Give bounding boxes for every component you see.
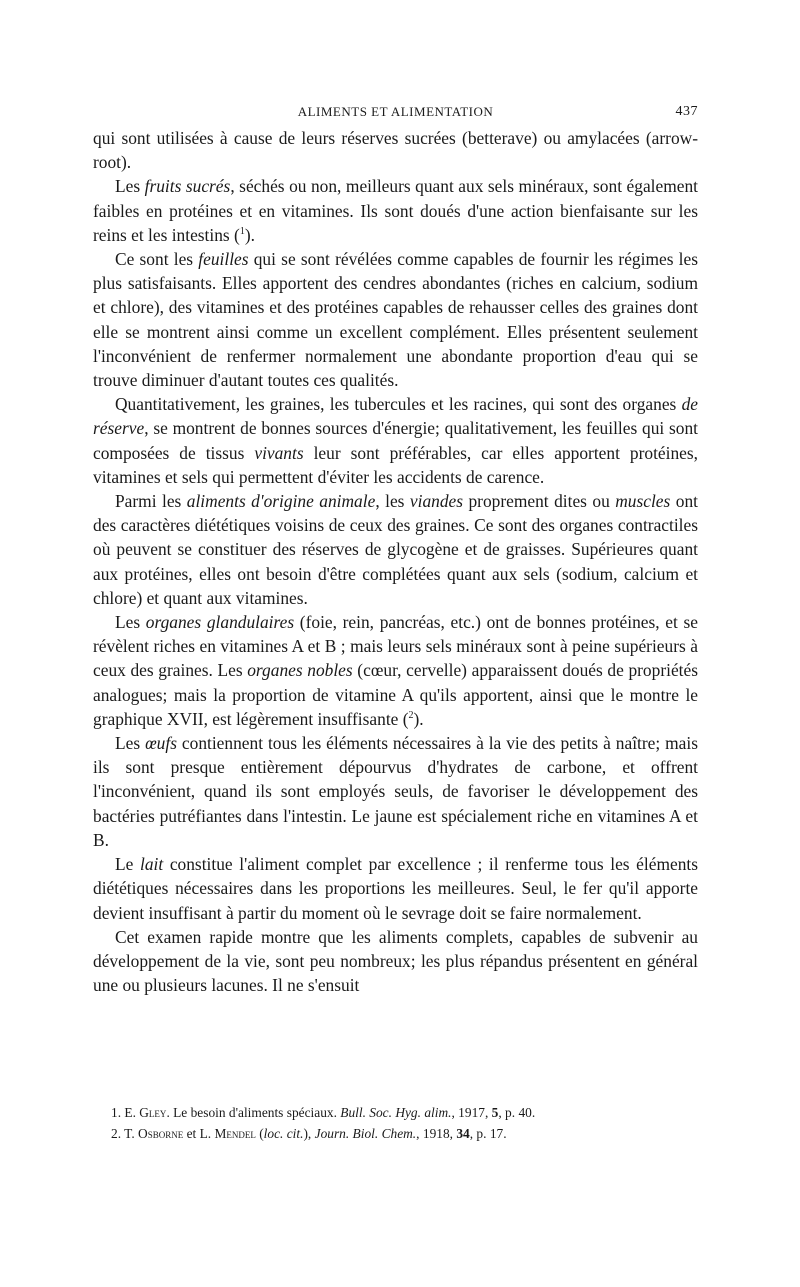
text-run: , 1918, <box>416 1126 457 1141</box>
text-run: Parmi les <box>115 491 187 512</box>
text-run: , 1917, <box>451 1105 492 1120</box>
text-run: 1. E. <box>111 1105 140 1120</box>
italic-term: organes glandulaires <box>145 612 295 633</box>
text-run: , se montrent de bonnes sources d'énergie; qualitativement, les feuilles qui sont composées de tissus <box>93 418 698 463</box>
text-run: ). <box>413 708 424 729</box>
paragraph <box>93 610 698 731</box>
text-run: , p. 17. <box>469 1126 507 1141</box>
italic-term: fruits sucrés <box>144 176 231 197</box>
paragraph <box>93 247 698 392</box>
italic-term: feuilles <box>198 249 249 270</box>
italic-term: Bull. Soc. Hyg. alim. <box>340 1105 452 1120</box>
footnote-ref: 1 <box>239 226 245 238</box>
text-run: ( <box>255 1126 264 1141</box>
paragraph <box>93 925 698 998</box>
text-run: Le <box>115 854 140 875</box>
text-run: 5 <box>491 1105 499 1120</box>
text-run: Les <box>115 733 146 754</box>
italic-term: organes nobles <box>247 660 353 681</box>
text-run: constitue l'aliment complet par excellence ; il renferme tous les éléments diététiques nécessaires dans les proportions les meilleures. Seul, le fer qu'il apporte devient insuffisant à partir du moment où le sevrage doit se faire normalement. <box>93 854 698 923</box>
italic-term: œufs <box>145 733 177 754</box>
text-run: Les <box>115 176 145 197</box>
text-run: Cet examen rapide montre que les aliments complets, capables de subvenir au développement de la vie, sont peu nombreux; les plus répandus présentent en général une ou plusieurs lacunes. Il ne s'ensuit <box>93 926 698 996</box>
footnotes <box>93 1102 698 1144</box>
text-run: (foie, rein, pancréas, etc.) ont de bonnes protéines, et se révèlent riches en vitamines A et B ; mais leurs sels minéraux sont à peine supérieurs à ceux des graines. Les <box>93 612 698 681</box>
text-run: qui se sont révélées comme capables de fournir les régimes les plus satisfaisants. Elles apportent des cendres abondantes (riches en calcium, sodium et chlore), des vitamines et des protéines capables de rehausser celles des graines dont elle se montrent ainsi comme un excellent complément. Elles présentent seulement l'inconvénient de renfermer normalement une abondante proportion d'eau qui se trouve diminuer d'autant toutes ces qualités. <box>93 249 698 391</box>
text-run: , séchés ou non, meilleurs quant aux sels minéraux, sont également faibles en protéines et en vitamines. Ils sont doués d'une action bienfaisante sur les reins et les intestins ( <box>93 176 698 245</box>
italic-term: vivants <box>254 442 304 463</box>
text-run: , p. 40. <box>498 1105 536 1120</box>
text-run: leur sont préférables, car elles apportent protéines, vitamines et sels qui permettent d'éviter les accidents de carence. <box>93 442 698 487</box>
text-run: Gley <box>139 1105 167 1120</box>
paragraph <box>93 126 698 174</box>
text-run: proprement dites ou <box>463 491 616 512</box>
italic-term: aliments d'origine animale <box>186 491 376 512</box>
footnote-ref: 2 <box>408 710 414 722</box>
text-run: 34 <box>456 1126 470 1141</box>
text-run: ). <box>244 224 255 245</box>
page-number: 437 <box>675 104 698 119</box>
text-run: qui sont utilisées à cause de leurs réserves sucrées (betterave) ou amylacées (arrow-root). <box>93 128 698 173</box>
footnote <box>93 1123 698 1144</box>
text-run: contiennent tous les éléments nécessaires à la vie des petits à naître; mais ils sont presque entièrement dépourvus d'hydrates de carbone, et offrent l'inconvénient, quand ils sont employés seuls, de favoriser le développement des bactéries putréfiantes dans l'intestin. Le jaune est spécialement riche en vitamines A et B. <box>93 733 698 850</box>
italic-term: lait <box>139 854 164 875</box>
text-run: (cœur, cervelle) apparaissent doués de propriétés analogues; mais la proportion de vitamine A qu'ils apportent, ainsi que le montre le graphique XVII, est légèrement insuffisante ( <box>93 660 698 729</box>
paragraph <box>93 731 698 852</box>
running-head <box>93 100 698 126</box>
body-text <box>93 126 698 997</box>
text-run: , les <box>375 491 410 512</box>
italic-term: loc. cit. <box>263 1126 304 1141</box>
text-run: Quantitativement, les graines, les tubercules et les racines, qui sont des organes <box>115 394 682 415</box>
text-run: Ce sont les <box>115 249 199 270</box>
paragraph <box>93 489 698 610</box>
text-run: Mendel <box>214 1126 256 1141</box>
text-run: 2. T. <box>111 1126 139 1141</box>
text-run: ), <box>303 1126 315 1141</box>
text-run: et L. <box>183 1126 215 1141</box>
italic-term: Journ. Biol. Chem. <box>314 1126 417 1141</box>
page <box>93 100 698 997</box>
text-run: Les <box>115 612 146 633</box>
footnote <box>93 1102 698 1123</box>
paragraph <box>93 392 698 489</box>
running-title: ALIMENTS ET ALIMENTATION <box>297 104 494 119</box>
italic-term: viandes <box>409 491 464 512</box>
paragraph <box>93 852 698 925</box>
text-run: . Le besoin d'aliments spéciaux. <box>166 1105 341 1120</box>
text-run: Osborne <box>138 1126 184 1141</box>
text-run: ont des caractères diététiques voisins de ceux des graines. Ce sont des organes contractiles où peuvent se constituer des réserves de glycogène et de graisses. Supérieures quant aux protéines, elles ont besoin d'être complétées quant aux sels (sodium, calcium et chlore) et quant aux vitamines. <box>93 491 698 608</box>
paragraph <box>93 174 698 247</box>
italic-term: muscles <box>615 491 671 512</box>
italic-term: de réserve <box>93 394 698 439</box>
